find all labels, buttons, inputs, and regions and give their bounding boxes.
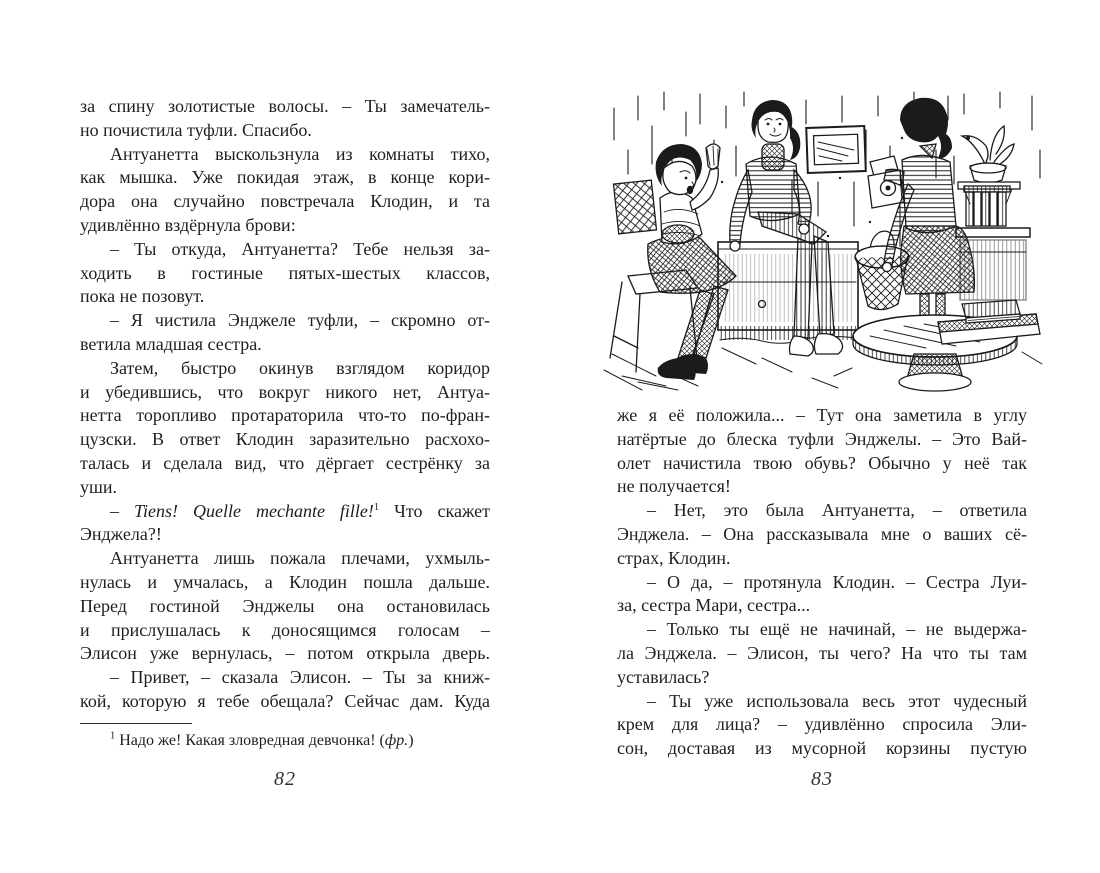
text-line: уставилась? [617, 666, 710, 687]
text-line: Антуанетта выскользнула из комнаты тихо, [110, 143, 490, 164]
footnote-rule [80, 723, 192, 724]
text-line: сон, доставая из мусорной корзины пустую [617, 738, 1027, 759]
text-line: ла Энджела. – Элисон, ты чего? На что ты там [617, 642, 1027, 663]
dialogue-dash: – [110, 500, 119, 521]
text-line: Затем, быстро окинув взглядом коридор [110, 357, 490, 378]
text-line: дора она случайно повстречала Клодин, и та [80, 191, 490, 212]
text-line: талась и сделала вид, что дёргает сестрёнку за [80, 452, 490, 473]
left-page-text-column [80, 95, 490, 752]
text-line: Энджела?! [80, 524, 162, 545]
text-line: – Ты уже использовала весь этот чудесный [647, 690, 1027, 711]
text-line: – О да, – протянула Клодин. – Сестра Луи- [647, 571, 1027, 592]
text-line: пока не позовут. [80, 286, 205, 307]
text-line: Перед гостиной Энджелы она остановилась [80, 595, 490, 616]
text-line: за спину золотистые волосы. – Ты замечатель- [80, 96, 490, 116]
girl-right-drawing [855, 98, 974, 328]
text-line: – Я чистила Энджеле туфли, – скромно от- [110, 310, 490, 331]
french-phrase: Tiens! Quelle mechante fille! [134, 500, 374, 521]
text-line: нулась и умчалась, а Клодин пошла дальше. [80, 571, 490, 592]
cabinet-drawing [718, 242, 858, 343]
text-line: и убедившись, что вокруг никого нет, Антуа- [80, 381, 490, 402]
footnote-lang: фр. [384, 731, 409, 749]
footnote-marker: 1 [110, 730, 116, 742]
text-line: Элисон уже вернулась, – потом открыла дверь. [80, 643, 490, 664]
text-line: удивлённо вздёрнула брови: [80, 214, 296, 235]
text-line: нетта торопливо протараторила что-то по-фран- [80, 405, 490, 426]
text-line: и прислушалась к доносящимся голосам – [80, 619, 490, 640]
line-text: Что скажет [394, 500, 490, 521]
text-line: же я её положила... – Тут она заметила в углу [617, 405, 1027, 425]
text-line: но почистила туфли. Спасибо. [80, 119, 312, 140]
text-line: уши. [80, 476, 117, 497]
text-line: страх, Клодин. [617, 547, 731, 568]
text-line: олет начистила твою обувь? Обычно у неё так [617, 452, 1027, 473]
text-line: натёртые до блеска туфли Энджелы. – Это Вай- [617, 428, 1027, 449]
text-line: Энджела. – Она рассказывала мне о ваших сё- [617, 523, 1027, 544]
text-line: как мышка. Уже покидая этаж, в конце кори- [80, 167, 490, 188]
right-page-text-column [617, 404, 1027, 761]
illustration [602, 86, 1047, 396]
picture-frame-drawing [806, 126, 866, 173]
footnote-close: ) [408, 731, 414, 749]
girl-left-drawing [648, 144, 736, 380]
text-line: кой, которую я тебе обещала? Сейчас дам. Куда [80, 690, 490, 711]
footnote [80, 730, 490, 752]
text-line: – Нет, это была Антуанетта, – ответила [647, 500, 1027, 521]
text-line: – Привет, – сказала Элисон. – Ты за книж- [110, 667, 490, 688]
text-line: – Ты откуда, Антуанетта? Тебе нельзя за- [110, 238, 490, 259]
page-number-right: 83 [811, 768, 833, 790]
text-line: ветила младшая сестра. [80, 333, 262, 354]
page-number-left: 82 [274, 768, 296, 790]
text-line: за, сестра Мари, сестра... [617, 595, 811, 616]
text-line: ходить в гостиные пятых-шестых классов, [80, 262, 490, 283]
text-line-french [80, 500, 490, 524]
text-line: не получается! [617, 476, 731, 497]
text-line: – Только ты ещё не начинай, – не выдержа- [647, 619, 1027, 640]
footnote-text: Надо же! Какая зловредная девчонка! ( [119, 731, 385, 749]
books-on-table-drawing [938, 300, 1040, 344]
footnote-ref: 1 [373, 501, 380, 513]
text-line: цузски. В ответ Клодин заразительно расхохо- [80, 429, 490, 450]
text-line: крем для лица? – удивлённо спросила Эли- [617, 714, 1027, 735]
text-line: Антуанетта лишь пожала плечами, ухмыль- [110, 548, 490, 569]
